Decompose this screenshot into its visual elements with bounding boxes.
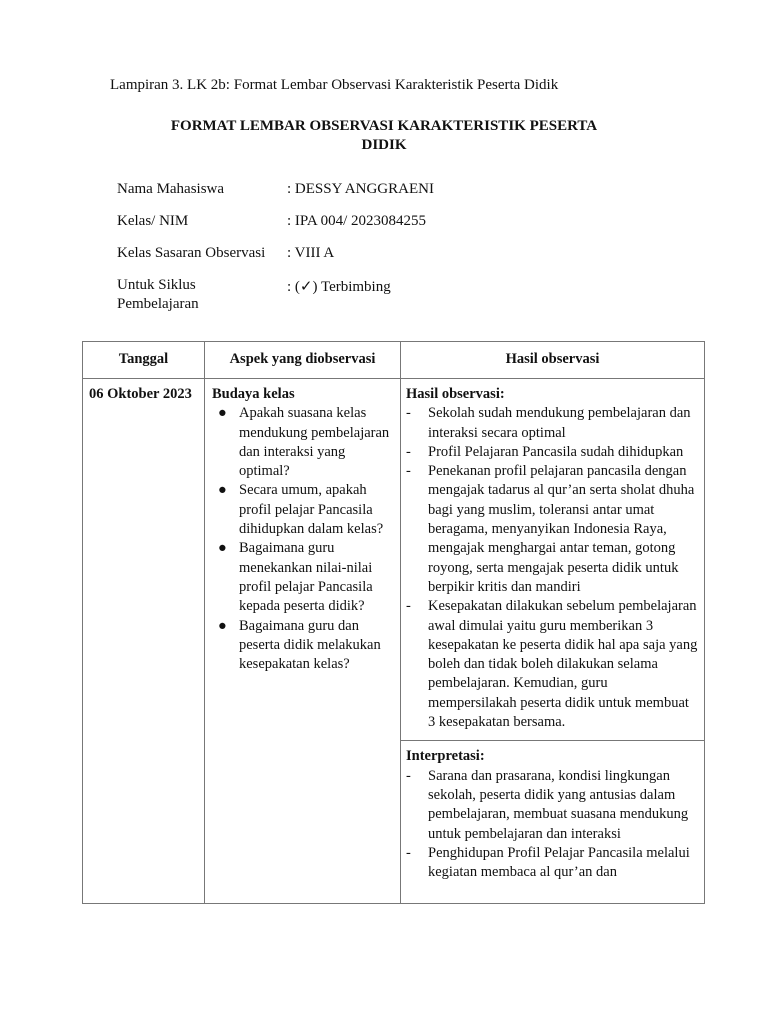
interpretasi-list — [406, 767, 698, 883]
title-line-2: DIDIK — [361, 137, 407, 153]
list-item: - Sarana dan prasarana, kondisi lingkungan sekolah, peserta didik yang antusias dalam pembelajaran, membuat suasana mendukung untuk pembelajaran dan interaksi — [406, 767, 689, 842]
bullet-icon: ● — [218, 482, 227, 499]
header-aspek: Aspek yang diobservasi — [205, 342, 401, 379]
interpretasi-title: Interpretasi: — [406, 748, 485, 765]
table-header-row — [83, 342, 705, 379]
info-label-kelas-nim: Kelas/ NIM — [117, 213, 189, 229]
list-item: - Penekanan profil pelajaran pancasila dengan mengajak tadarus al qur’an serta sholat dhuha bagi yang muslim, toleransi antar umat beragama, menyanyikan Indonesia Raya, mengajak menghargai antar teman, gotong royong, serta mengajak peserta didik untuk berpikir kritis dan mandiri — [406, 463, 695, 595]
info-value-nama: : DESSY ANGGRAENI — [287, 181, 434, 197]
cell-interpretasi — [401, 741, 705, 904]
header-tanggal: Tanggal — [83, 342, 205, 379]
aspek-list — [212, 404, 394, 674]
list-item: - Kesepakatan dilakukan sebelum pembelajaran awal dimulai yaitu guru memberikan 3 kesepakatan ke peserta didik hal apa saja yang boleh dan tidak boleh dilakukan selama pembelajaran. Kemudian, guru mempersilakah peserta didik untuk membuat 3 kesepakatan bersama. — [406, 598, 698, 731]
list-item: - Penghidupan Profil Pelajar Pancasila melalui kegiatan membaca al qur’an dan — [406, 844, 690, 881]
list-item: ● Apakah suasana kelas mendukung pembelajaran dan interaksi yang optimal? — [218, 405, 390, 480]
list-item: - Sekolah sudah mendukung pembelajaran dan interaksi secara optimal — [406, 405, 691, 441]
list-item: ● Secara umum, apakah profil pelajar Pancasila dihidupkan dalam kelas? — [218, 482, 384, 538]
list-item: - Profil Pelajaran Pancasila sudah dihidupkan — [406, 443, 684, 460]
aspek-title: Budaya kelas — [212, 386, 295, 402]
cell-aspek — [205, 379, 401, 904]
observation-table — [82, 341, 705, 904]
document-title — [100, 117, 668, 155]
header-hasil: Hasil observasi — [401, 342, 705, 379]
info-label-siklus — [117, 276, 287, 314]
info-value-kelas-sasaran: : VIII A — [287, 245, 335, 261]
bullet-icon: ● — [218, 405, 227, 422]
table-row — [83, 379, 705, 741]
info-label-siklus-line-2: Pembelajaran — [117, 296, 199, 312]
hasil-title: Hasil observasi: — [406, 386, 505, 402]
info-value-siklus: : (✓) Terbimbing — [287, 279, 391, 295]
cell-tanggal: 06 Oktober 2023 — [83, 379, 205, 904]
appendix-caption: Lampiran 3. LK 2b: Format Lembar Observasi Karakteristik Peserta Didik — [110, 77, 559, 93]
list-item: ● Bagaimana guru dan peserta didik melakukan kesepakatan kelas? — [218, 617, 381, 673]
bullet-icon: ● — [218, 617, 227, 634]
info-label-siklus-line-1: Untuk Siklus — [117, 277, 196, 293]
title-line-1: FORMAT LEMBAR OBSERVASI KARAKTERISTIK PESERTA — [170, 118, 598, 134]
hasil-list — [406, 404, 698, 732]
info-label-nama: Nama Mahasiswa — [117, 181, 225, 197]
cell-hasil-observasi — [401, 379, 705, 741]
info-label-kelas-sasaran: Kelas Sasaran Observasi — [117, 245, 266, 261]
bullet-icon: ● — [218, 540, 227, 557]
info-value-kelas-nim: : IPA 004/ 2023084255 — [287, 213, 427, 229]
list-item: ● Bagaimana guru menekankan nilai-nilai profil pelajar Pancasila kepada peserta didik? — [218, 540, 373, 615]
